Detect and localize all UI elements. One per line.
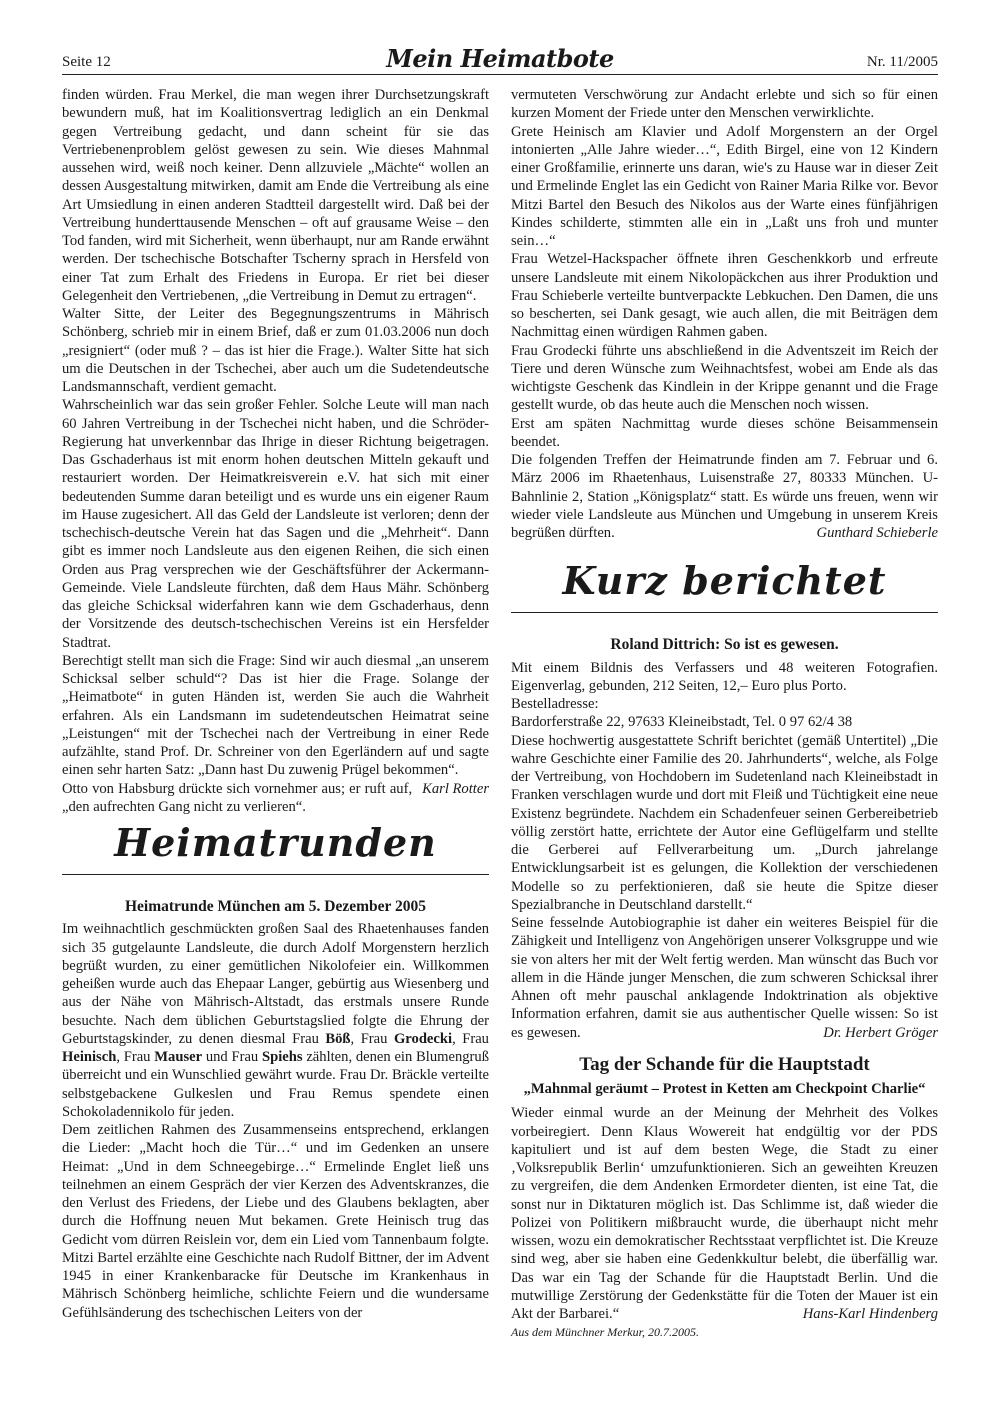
article-paragraph: Karl Rotter Otto von Habsburg drückte sich vornehmer aus; er ruft auf, „den aufrechten Gang nicht zu verlieren“. [62, 780, 489, 815]
article-paragraph: Frau Wetzel-Hackspacher öffnete ihren Geschenkkorb und erfreute unsere Landsleute mit einem Nikolopäckchen aus ihrer Produktion und Frau Schieberle verteilte buntverpackte Lebkuchen. Den Damen, die uns so bescherten, sei Dank gesagt, wie auch allen, die mit Beiträgen dem Nachmittag einen würdigen Rahmen gaben. [511, 251, 938, 341]
article-paragraph: Bestelladresse: [511, 696, 599, 712]
person-name: Mauser [154, 1049, 203, 1065]
person-name: Grodecki [393, 1030, 453, 1047]
article-paragraph: Grete Heinisch am Klavier und Adolf Morgenstern an der Orgel intonierten „Alle Jahre wieder…“, Edith Birgel, eine von 12 Kindern einer Großfamilie, erinnerte uns daran, wie's zu Hause war in dieser Zeit und Ermelinde Englet las ein Gedicht von Rainer Maria Rilke vor. Bevor Mitzi Bartel den Besuch des Nikolos aus der Warte eines fünfjährigen Kindes schilderte, stimmten alle ein in „Laßt uns froh und munter sein…“ [511, 123, 938, 249]
author-signature: Dr. Herbert Gröger [823, 1024, 938, 1041]
article-paragraph: Im weihnachtlich geschmückten großen Saal des Rhaetenhauses fanden sich 35 gutgelaunte Landsleute, die durch Adolf Morgenstern herzlich begrüßt wurden, zu einer gemütlichen Nikolofeier ein. Willkommen geheißen wurde auch das Ehepaar Langer, gebürtig aus Wiesenberg und aus der Nähe von Mährisch-Altstadt, das erstmals unsere Runde besuchte. Nach dem üblichen Geburtstagslied folgte die Ehrung der Geburtstagskinder, zu denen diesmal Frau Böß, Frau Grodecki, Frau Heinisch, Frau Mauser und Frau Spiehs zählten, denen ein Blumengruß überreicht und ein Wunschlied gewährt wurde. Frau Dr. Bräckle verteilte selbstgebackene Gulkeslen und Frau Remus spendete einen Schokoladennikolo für jeden. [62, 921, 490, 1120]
article-paragraph: Wieder einmal wurde an der Meinung der Mehrheit des Volkes vorbeiregiert. Denn Klaus Wowereit hat endgültig vor der PDS kapituliert und ist auf dem besten Wege, die Stadt zu einer ‚Volksrepublik Berlin‘ umzufunktionieren. Sich an geweihten Kreuzen zu vergreifen, die dem Andenken Ermordeter dienten, ist eine Tat, die sonst nur in Diktaturen möglich ist. Das Schlimme ist, daß wieder die Polizei von Politikern mißbraucht wurde, die überhaupt nicht mehr wissen, wozu ein demokratischer Rechtsstaat verpflichtet ist. Die Kreuze sind weg, aber sie haben eine Gedenkkultur belebt, die überfällig war. Das war ein Tag der Schande für die Hauptstadt Berlin. Und die mutwillige Zerstörung der Gedenkstätte für die Toten der Mauer ist ein Akt der Barbarei.“ Hans-Karl Hindenberg [511, 1105, 938, 1322]
source-citation: Aus dem Münchner Merkur, 20.7.2005. [511, 1325, 699, 1340]
page-number: Seite 12 [62, 54, 111, 70]
article-heading: Heimatrunde München am 5. Dezember 2005 [124, 898, 427, 915]
author-signature: Hans-Karl Hindenberg [802, 1306, 938, 1322]
article-heading: Roland Dittrich: So ist es gewesen. [610, 636, 839, 654]
article-paragraph: Frau Grodecki führte uns abschließend in die Adventszeit im Reich der Tiere und deren Wünsche zum Weihnachtsfest, wobei am Ende als das wichtigste Geschenk das Kindlein in der Krippe genannt und die Frage gestellt wurde, ob das heute auch die Menschen noch wissen. [511, 342, 938, 414]
article-paragraph: Diese hochwertig ausgestattete Schrift berichtet (gemäß Untertitel) „Die wahre Geschichte einer Familie des 20. Jahrhunderts“, welche, als Folge der Vertreibung, von Hochdobern im Sudetenland nach Kleineibstadt in Franken verschlagen wurde und dort mit Fleiß und Tüchtigkeit eine neue Existenz begründete. Nachdem ein Schadenfeuer seinen Gerbereibetrieb völlig zerstört hatte, errichtete der Autor eine Geflügelfarm und stellte die Gerberei auf Fellverarbeitung um. „Durch jahrelange Entwicklungsarbeit ist es gelungen, die Kollektion der verschiedenen Modelle so zu perfektionieren, daß sie heute die Spitze dieser Spezialbranche in Deutschland darstellt.“ [511, 732, 938, 913]
author-signature: Karl Rotter [422, 780, 489, 797]
article-paragraph: Berechtigt stellt man sich die Frage: Sind wir auch diesmal „an unserem Schicksal selber schuld“? Das ist hier die Frage. Solange der „Heimatbote“ in guten Händen ist, werden Sie auch die Wahrheit erfahren. Als ein Landsmann im sudetendeutschen Heimatrat seine „Leistungen“ mit der Tschechei nach der Vertreibung in einer Rede aufzählte, stand Prof. Dr. Schreiner von den Egerländern auf und sagte einen sehr harten Satz: „Dann hast Du zuwenig Prügel bekommen“. [62, 652, 489, 779]
article-paragraph: vermuteten Verschwörung zur Andacht erlebte und sich so für einen kurzen Moment der Friede unter den Menschen verwirklichte. [511, 87, 938, 122]
article-heading: Tag der Schande für die Hauptstadt [579, 1053, 870, 1075]
article-subheading: „Mahnmal geräumt – Protest in Ketten am Checkpoint Charlie“ [523, 1081, 926, 1097]
article-paragraph: Dem zeitlichen Rahmen des Zusammenseins entsprechend, erklangen die Lieder: „Macht hoch die Tür…“ und im Gedenken an unsere Heimat: „Und in dem Schneegebirge…“ Ermelinde Englet ließ uns teilnehmen an einem Gespräch der vier Kerzen des Adventskranzes, die den Verlust des Friedens, der Liebe und des Glaubens beklagten, aber durch die Hoffnung neuen Mut bekamen. Grete Heinisch trug das Gedicht vom dürren Reislein vor, dem ein Lied vom Tannenbaum folgte. Mitzi Bartel erzählte eine Geschichte nach Rudolf Bittner, der im Advent 1945 in einer Krankenbaracke für Deutsche im Krankenhaus in Mährisch Schönberg heimliche, schlichte Feiern und die wundersame Gefühlsänderung des tschechischen Leiters von der [62, 1122, 489, 1321]
author-signature: Gunthard Schieberle [816, 525, 938, 541]
masthead-logo: Mein Heimatbote [386, 44, 614, 73]
banner-title: Kurz berichtet [557, 558, 893, 603]
banner-title: Heimatrunden [108, 820, 443, 865]
article-paragraph: Die folgenden Treffen der Heimatrunde finden am 7. Februar und 6. März 2006 im Rhaetenhaus, Luisenstraße 27, 80333 München. U-Bahnlinie 2, Station „Königsplatz“ statt. Es würde uns freuen, wenn wir wieder viele Landsleute aus München und Umgebung in unserem Kreis begrüßen dürften. Gunthard Schieberle [511, 452, 938, 541]
left-column [62, 86, 489, 1322]
issue-number: Nr. 11/2005 [866, 54, 938, 70]
section-banner-kurz-berichtet [511, 558, 938, 630]
article-paragraph: Wahrscheinlich war das sein großer Fehler. Solche Leute will man nach 60 Jahren Vertreibung in der Tschechei nicht haben, und die Schröder-Regierung hat unverkennbar das Ihrige in dieser Richtung beigetragen. Das Gschaderhaus ist mit enorm hohen deutschen Mitteln gekauft und restauriert worden. Der Heimatkreisverein e.V. hat sich mit einer bedeutenden Summe daran beteiligt und es wurde uns ein eigener Raum im Hause zugesichert. All das Geld der Landsleute ist verloren; denn der tschechisch-deutsche Verein hat das Sagen und die „Mehrheit“. Dann gibt es immer noch Landsleute aus den eigenen Reihen, die sich einen Orden aus Prag versprechen wie der Geschäftsführer der Ackermann-Gemeinde. Viele Landsleute fürchten, daß dem Haus Mähr. Schönberg das gleiche Schicksal widerfahren kann wie dem Gschaderhaus, denn der Vorsitzende des deutsch-tschechischen Vereins ist ein Hersfelder Stadtrat. [62, 397, 489, 651]
page-header [62, 44, 938, 74]
person-name: Spiehs [262, 1049, 303, 1065]
article-paragraph: finden würden. Frau Merkel, die man wegen ihrer Durchsetzungskraft bewundern muß, hat im Koalitionsvertrag lediglich an ein Denkmal gegen Vertreibung gedacht, und dann scheint für sie das Vertriebenenproblem gelöst gewesen zu sein. Wie dieses Mahnmal aussehen wird, weiß noch keiner. Denn allzuviele „Mächte“ wollen an dessen Ausgestaltung mitwirken, damit am Ende die Vertreibung als eine Art Umsiedlung in einen anderen Stadtteil dargestellt wird. Daß bei der Vertreibung hunderttausende Menschen – oft auf grausame Weise – den Tod fanden, wird mit Sicherheit, wenn überhaupt, nur am Rande erwähnt werden. Der tschechische Botschafter Tscherny sprach in Hersfeld von einer Tat zum Erhalt des Friedens in Europa. Er riet bei dieser Gelegenheit den Vertriebenen, „die Vertreibung in Demut zu ertragen“. [62, 87, 489, 304]
header-rule [62, 74, 938, 75]
banner-rule [511, 612, 938, 613]
right-column [511, 86, 938, 1342]
section-banner-heimatrunden [62, 820, 489, 892]
person-name: Heinisch [62, 1049, 117, 1065]
article-paragraph: Erst am späten Nachmittag wurde dieses schöne Beisammensein beendet. [511, 415, 938, 450]
article-paragraph: Bardorferstraße 22, 97633 Kleineibstadt, Tel. 0 97 62/4 38 [511, 714, 853, 731]
person-name: Böß [325, 1030, 351, 1047]
article-paragraph: Mit einem Bildnis des Verfassers und 48 weiteren Fotografien. Eigenverlag, gebunden, 212 Seiten, 12,– Euro plus Porto. [511, 659, 938, 694]
banner-rule [62, 874, 489, 875]
article-paragraph: Walter Sitte, der Leiter des Begegnungszentrums in Mährisch Schönberg, schrieb mir in einem Brief, daß er zum 01.03.2006 nun doch „resigniert“ (oder muß ? – das ist hier die Frage.). Walter Sitte hat sich um die Deutschen in der Tschechei, aber auch um die Sudetendeutsche Landsmannschaft, verdient gemacht. [62, 306, 489, 395]
article-paragraph: Seine fesselnde Autobiographie ist daher ein weiteres Beispiel für die Zähigkeit und Intelligenz von Angehörigen unserer Volksgruppe und wie sie von alters her mit der Welt fertig werden. Man wünscht das Buch vor allem in die Hände junger Menschen, die zum schweren Schicksal ihrer Ahnen oft mehr pauschal anklagende Indoktrination als objektive Information erfahren, damit sie aus authentischer Quelle wissen: So ist es gewesen. Dr. Herbert Gröger [511, 915, 938, 1041]
